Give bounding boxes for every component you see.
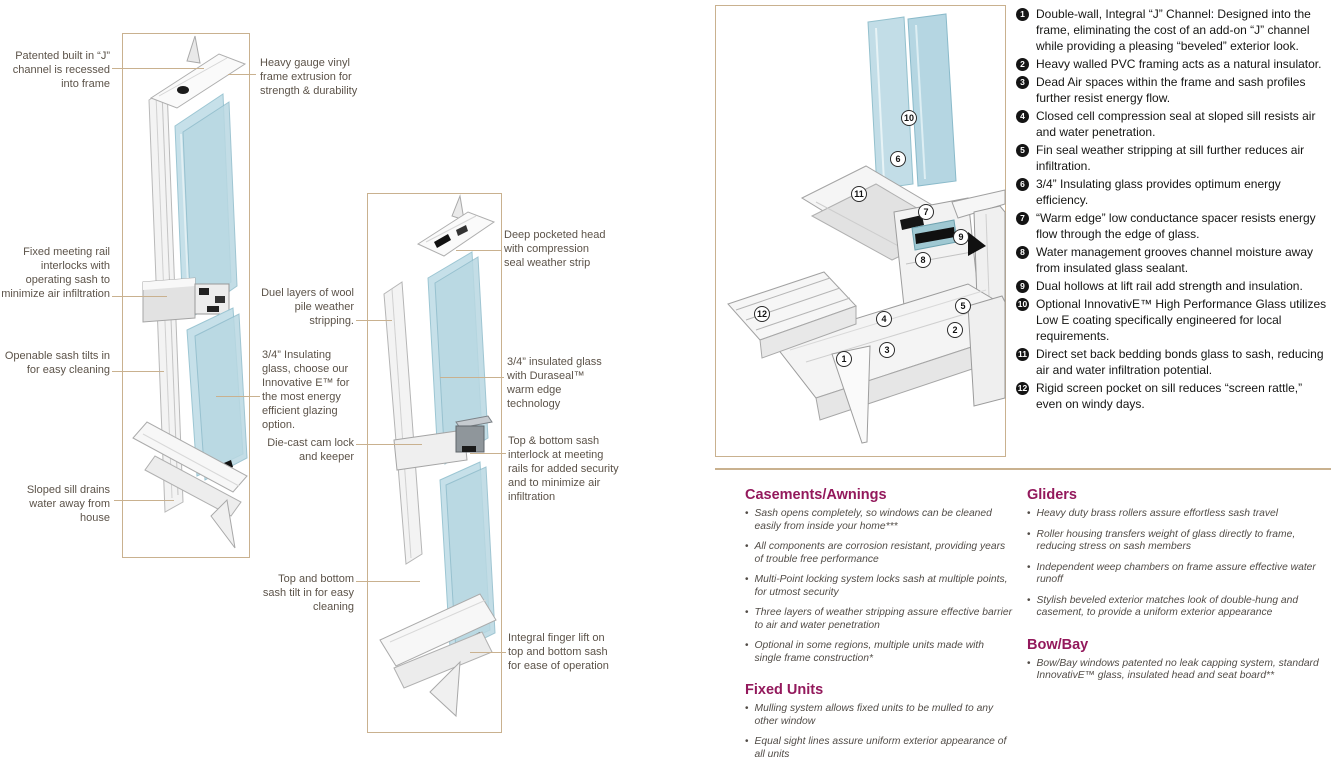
sill-cutaway-diagram [715, 5, 1006, 457]
bullet-dot: • [745, 607, 749, 618]
feature-number-badge: 11 [1018, 349, 1027, 359]
callout-1: 1 [836, 351, 852, 367]
bullet-item [1027, 508, 1327, 521]
casements-bullet-list [745, 508, 1013, 665]
leader-line [112, 371, 164, 372]
feature-text: Fin seal weather stripping at sill further reduces air infiltration. [1036, 143, 1305, 173]
label-fixed-meeting-rail: Fixed meeting rail interlocks with operating sash to minimize air infiltration [1, 246, 110, 300]
feature-item-7 [1016, 210, 1328, 242]
bullet-dot: • [1027, 594, 1031, 606]
feature-number-badge: 2 [1016, 58, 1029, 71]
feature-list [1016, 6, 1328, 412]
bullet-dot: • [745, 508, 749, 519]
gliders-title: Gliders [1027, 487, 1077, 503]
label-heavy-gauge-vinyl: Heavy gauge vinyl frame extrusion for strength & durability [260, 57, 358, 97]
leader-line [356, 444, 422, 445]
bullet-dot: • [745, 640, 749, 651]
casements-fixed-column [745, 487, 1013, 763]
bullet-item [1027, 529, 1327, 554]
feature-text: Closed cell compression seal at sloped sill resists air and water penetration. [1036, 109, 1316, 139]
bullet-text: Mulling system allows fixed units to be mulled to any other window [754, 703, 994, 727]
feature-item-6 [1016, 176, 1328, 208]
bullet-dot: • [745, 703, 749, 714]
bullet-item [1027, 658, 1327, 683]
leader-line [112, 296, 167, 297]
bullet-text: Stylish beveled exterior matches look of double-hung and casement, to provide a uniform exterior appearance [1036, 594, 1299, 618]
bullet-item [1027, 562, 1327, 587]
feature-item-1 [1016, 6, 1328, 54]
leader-line [228, 74, 256, 75]
bullet-item [745, 574, 1013, 599]
label-sash-interlock: Top & bottom sash interlock at meeting rails for added security and to minimize air infiltration [508, 435, 619, 503]
callout-5: 5 [955, 298, 971, 314]
callout-4: 4 [876, 311, 892, 327]
feature-text: Direct set back bedding bonds glass to sash, reducing air and water infiltration potential. [1036, 347, 1324, 377]
gliders-bowbay-column [1027, 487, 1327, 685]
feature-text: Water management grooves channel moisture away from insulated glass sealant. [1036, 245, 1314, 275]
feature-item-5 [1016, 142, 1328, 174]
feature-item-3 [1016, 74, 1328, 106]
feature-item-2 [1016, 56, 1328, 72]
bullet-text: Equal sight lines assure uniform exterior appearance of all units [754, 736, 1007, 760]
label-top-bottom-sash-tilt: Top and bottom sash tilt in for easy cleaning [262, 573, 354, 613]
feature-number-badge: 7 [1016, 212, 1029, 225]
casements-awnings-title: Casements/Awnings [745, 487, 887, 503]
bullet-item [745, 640, 1013, 665]
feature-number-badge: 12 [1017, 383, 1028, 393]
leader-line [456, 250, 501, 251]
bullet-item [1027, 595, 1327, 620]
bullet-dot: • [745, 541, 749, 552]
feature-item-12 [1016, 380, 1328, 412]
fixed-units-bullet-list [745, 703, 1013, 761]
leader-line [216, 396, 260, 397]
leader-line [356, 581, 420, 582]
bullet-text: Multi-Point locking system locks sash at multiple points, for utmost security [754, 574, 1008, 598]
bullet-text: Heavy duty brass rollers assure effortless sash travel [1036, 508, 1279, 519]
bullet-item [745, 508, 1013, 533]
leader-line [470, 453, 506, 454]
label-integral-finger-lift: Integral finger lift on top and bottom sash for ease of operation [508, 632, 609, 672]
label-die-cast-cam: Die-cast cam lock and keeper [267, 437, 354, 463]
feature-number-badge: 1 [1016, 8, 1029, 21]
leader-line [470, 652, 506, 653]
bullet-text: Bow/Bay windows patented no leak capping system, standard InnovativE™ glass, insulated head and seat board** [1036, 657, 1319, 681]
feature-number-badge: 4 [1016, 110, 1029, 123]
feature-number-badge: 10 [1017, 299, 1028, 309]
leader-line [440, 377, 504, 378]
fixed-units-title: Fixed Units [745, 682, 824, 698]
label-insulated-glass-duraseal: 3/4” insulated glass with Duraseal™ warm edge technology [507, 356, 602, 410]
feature-item-9 [1016, 278, 1328, 294]
label-deep-pocketed-head: Deep pocketed head with compression seal weather strip [504, 229, 606, 269]
callout-9: 9 [953, 229, 969, 245]
feature-text: Dual hollows at lift rail add strength and insulation. [1036, 279, 1303, 293]
feature-text: Rigid screen pocket on sill reduces “screen rattle,” even on windy days. [1036, 381, 1303, 411]
bullet-text: Sash opens completely, so windows can be cleaned easily from inside your home*** [754, 508, 992, 532]
feature-number-badge: 6 [1016, 178, 1029, 191]
bow-bay-title: Bow/Bay [1027, 636, 1089, 653]
label-duel-layers: Duel layers of wool pile weather stripping. [261, 287, 354, 327]
bullet-dot: • [1027, 657, 1031, 669]
callout-11: 11 [851, 186, 867, 202]
feature-number-badge: 3 [1016, 76, 1029, 89]
feature-item-8 [1016, 244, 1328, 276]
label-insulating-glass: 3/4” Insulating glass, choose our Innovative E™ for the most energy efficient glazing option. [262, 349, 350, 431]
bullet-dot: • [745, 574, 749, 585]
feature-text: Double-wall, Integral “J” Channel: Designed into the frame, eliminating the cost of an add-on “J” channel while providing a pleasing “beveled” exterior look. [1036, 7, 1311, 53]
leader-line [114, 500, 174, 501]
bow-bay-bullet-list [1027, 658, 1327, 683]
callout-7: 7 [918, 204, 934, 220]
feature-item-10 [1016, 296, 1328, 344]
label-openable-sash: Openable sash tilts in for easy cleaning [4, 350, 110, 376]
gliders-bullet-list [1027, 508, 1327, 620]
feature-text: Optional InnovativE™ High Performance Glass utilizes Low E coating specifically engineered for local requirements. [1036, 297, 1327, 343]
bullet-text: Independent weep chambers on frame assure effective water runoff [1036, 561, 1316, 585]
bullet-dot: • [1027, 528, 1031, 540]
feature-text: Heavy walled PVC framing acts as a natural insulator. [1036, 57, 1322, 71]
bullet-text: All components are corrosion resistant, providing years of trouble free performance [754, 541, 1006, 565]
feature-text: 3/4” Insulating glass provides optimum energy efficiency. [1036, 177, 1281, 207]
section-divider [715, 468, 1331, 470]
feature-number-badge: 8 [1016, 246, 1029, 259]
callout-2: 2 [947, 322, 963, 338]
feature-number-badge: 9 [1016, 280, 1029, 293]
label-patented-j-channel: Patented built in “J” channel is recessed into frame [12, 50, 110, 90]
callout-12: 12 [754, 306, 770, 322]
feature-item-4 [1016, 108, 1328, 140]
bullet-item [745, 736, 1013, 761]
bullet-item [745, 541, 1013, 566]
bullet-dot: • [745, 736, 749, 747]
leader-line [112, 68, 204, 69]
feature-number-badge: 5 [1016, 144, 1029, 157]
bullet-item [745, 607, 1013, 632]
bullet-dot: • [1027, 561, 1031, 573]
feature-text: “Warm edge” low conductance spacer resists energy flow through the edge of glass. [1036, 211, 1316, 241]
leader-line [356, 320, 392, 321]
feature-text: Dead Air spaces within the frame and sash profiles further resist energy flow. [1036, 75, 1306, 105]
bullet-text: Three layers of weather stripping assure effective barrier to air and water penetration [754, 607, 1013, 631]
callout-8: 8 [915, 252, 931, 268]
bullet-text: Optional in some regions, multiple units made with single frame construction* [754, 640, 985, 664]
callout-10: 10 [901, 110, 917, 126]
bullet-item [745, 703, 1013, 728]
feature-item-11 [1016, 346, 1328, 378]
label-sloped-sill: Sloped sill drains water away from house [26, 484, 110, 524]
bullet-dot: • [1027, 508, 1031, 519]
callout-3: 3 [879, 342, 895, 358]
bullet-text: Roller housing transfers weight of glass directly to frame, reducing stress on sash members [1036, 528, 1296, 552]
callout-6: 6 [890, 151, 906, 167]
